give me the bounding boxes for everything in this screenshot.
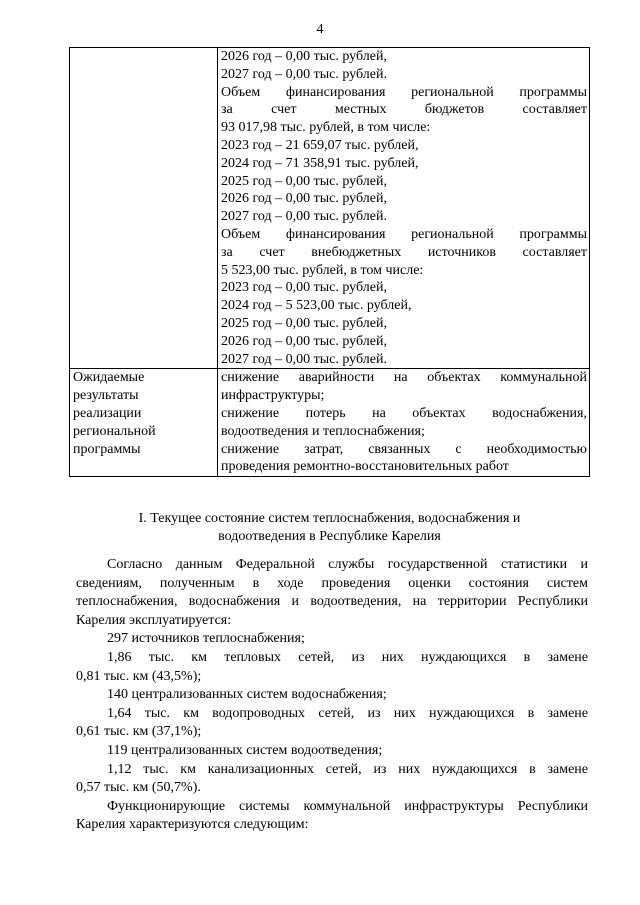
extrabudget-intro: Объем финансирования региональной программы <box>221 226 587 242</box>
page-number: 4 <box>316 22 324 37</box>
results-label-line: Ожидаемые <box>73 370 145 386</box>
financing-line: 2026 год – 0,00 тыс. рублей, <box>221 49 387 64</box>
table-row-financing <box>70 48 590 369</box>
extrabudget-year: 2024 год – 5 523,00 тыс. рублей, <box>221 298 412 314</box>
local-budget-intro: за счет местных бюджетов составляет <box>221 102 587 118</box>
list-item-continuation: 0,61 тыс. км (37,1%); <box>76 724 202 740</box>
results-line: снижение потерь на объектах водоснабжения, <box>221 405 587 421</box>
list-item: 1,64 тыс. км водопроводных сетей, из них нуждающихся в замене <box>107 705 588 721</box>
results-label-line: региональной <box>73 423 156 439</box>
results-label-line: результаты <box>73 388 139 404</box>
section-heading-line: I. Текущее состояние систем теплоснабжения, водоснабжения и <box>138 511 521 526</box>
local-budget-total: 93 017,98 тыс. рублей, в том числе: <box>221 120 431 136</box>
list-item: 1,86 тыс. км тепловых сетей, из них нуждающихся в замене <box>107 649 588 665</box>
section-heading-line: водоотведения в Республике Карелия <box>218 528 441 544</box>
list-item: 140 централизованных систем водоснабжения; <box>107 687 387 703</box>
results-cell <box>218 369 590 477</box>
results-line: снижение аварийности на объектах коммунальной <box>221 370 587 386</box>
financing-line: 2027 год – 0,00 тыс. рублей. <box>221 66 387 82</box>
list-item-continuation: 0,57 тыс. км (50,7%). <box>76 780 201 796</box>
financing-cell <box>218 48 590 369</box>
results-line: снижение затрат, связанных с необходимостью <box>221 441 587 457</box>
local-budget-year: 2027 год – 0,00 тыс. рублей. <box>221 209 387 225</box>
results-line: водоотведения и теплоснабжения; <box>221 423 425 439</box>
list-item: 119 централизованных систем водоотведения; <box>107 742 383 758</box>
extrabudget-year: 2023 год – 0,00 тыс. рублей, <box>221 280 387 296</box>
results-label-cell <box>70 369 218 477</box>
local-budget-year: 2026 год – 0,00 тыс. рублей, <box>221 191 387 207</box>
local-budget-year: 2025 год – 0,00 тыс. рублей, <box>221 173 387 189</box>
paragraph-line: Согласно данным Федеральной службы государственной статистики и <box>107 557 588 572</box>
list-item: 297 источников теплоснабжения; <box>107 631 305 647</box>
extrabudget-year: 2026 год – 0,00 тыс. рублей, <box>221 333 387 349</box>
closing-line: Функционирующие системы коммунальной инфраструктуры Республики <box>107 798 588 814</box>
results-line: инфраструктуры; <box>221 388 325 404</box>
program-passport-table <box>69 47 590 477</box>
results-label-line: реализации <box>73 405 142 421</box>
results-line: проведения ремонтно-восстановительных работ <box>221 459 509 475</box>
list-item-continuation: 0,81 тыс. км (43,5%); <box>76 668 202 684</box>
local-budget-year: 2023 год – 21 659,07 тыс. рублей, <box>221 137 419 153</box>
extrabudget-year: 2025 год – 0,00 тыс. рублей, <box>221 315 387 331</box>
results-label-line: программы <box>73 441 141 457</box>
local-budget-intro: Объем финансирования региональной программы <box>221 84 587 100</box>
list-item: 1,12 тыс. км канализационных сетей, из них нуждающихся в замене <box>107 761 588 777</box>
empty-label-cell <box>70 48 218 369</box>
local-budget-year: 2024 год – 71 358,91 тыс. рублей, <box>221 155 419 171</box>
section-body <box>76 556 588 835</box>
table-row-results <box>70 369 590 477</box>
extrabudget-intro: за счет внебюджетных источников составляет <box>221 244 587 260</box>
extrabudget-year: 2027 год – 0,00 тыс. рублей. <box>221 351 387 367</box>
closing-line: Карелия характеризуются следующим: <box>76 817 309 833</box>
section-heading <box>69 510 590 545</box>
paragraph-line: Карелия эксплуатируется: <box>76 612 232 628</box>
extrabudget-total: 5 523,00 тыс. рублей, в том числе: <box>221 262 424 278</box>
paragraph-line: теплоснабжения, водоснабжения и водоотведения, на территории Республики <box>76 594 588 610</box>
paragraph-line: сведениям, полученным в ходе проведения оценки состояния систем <box>76 575 588 591</box>
